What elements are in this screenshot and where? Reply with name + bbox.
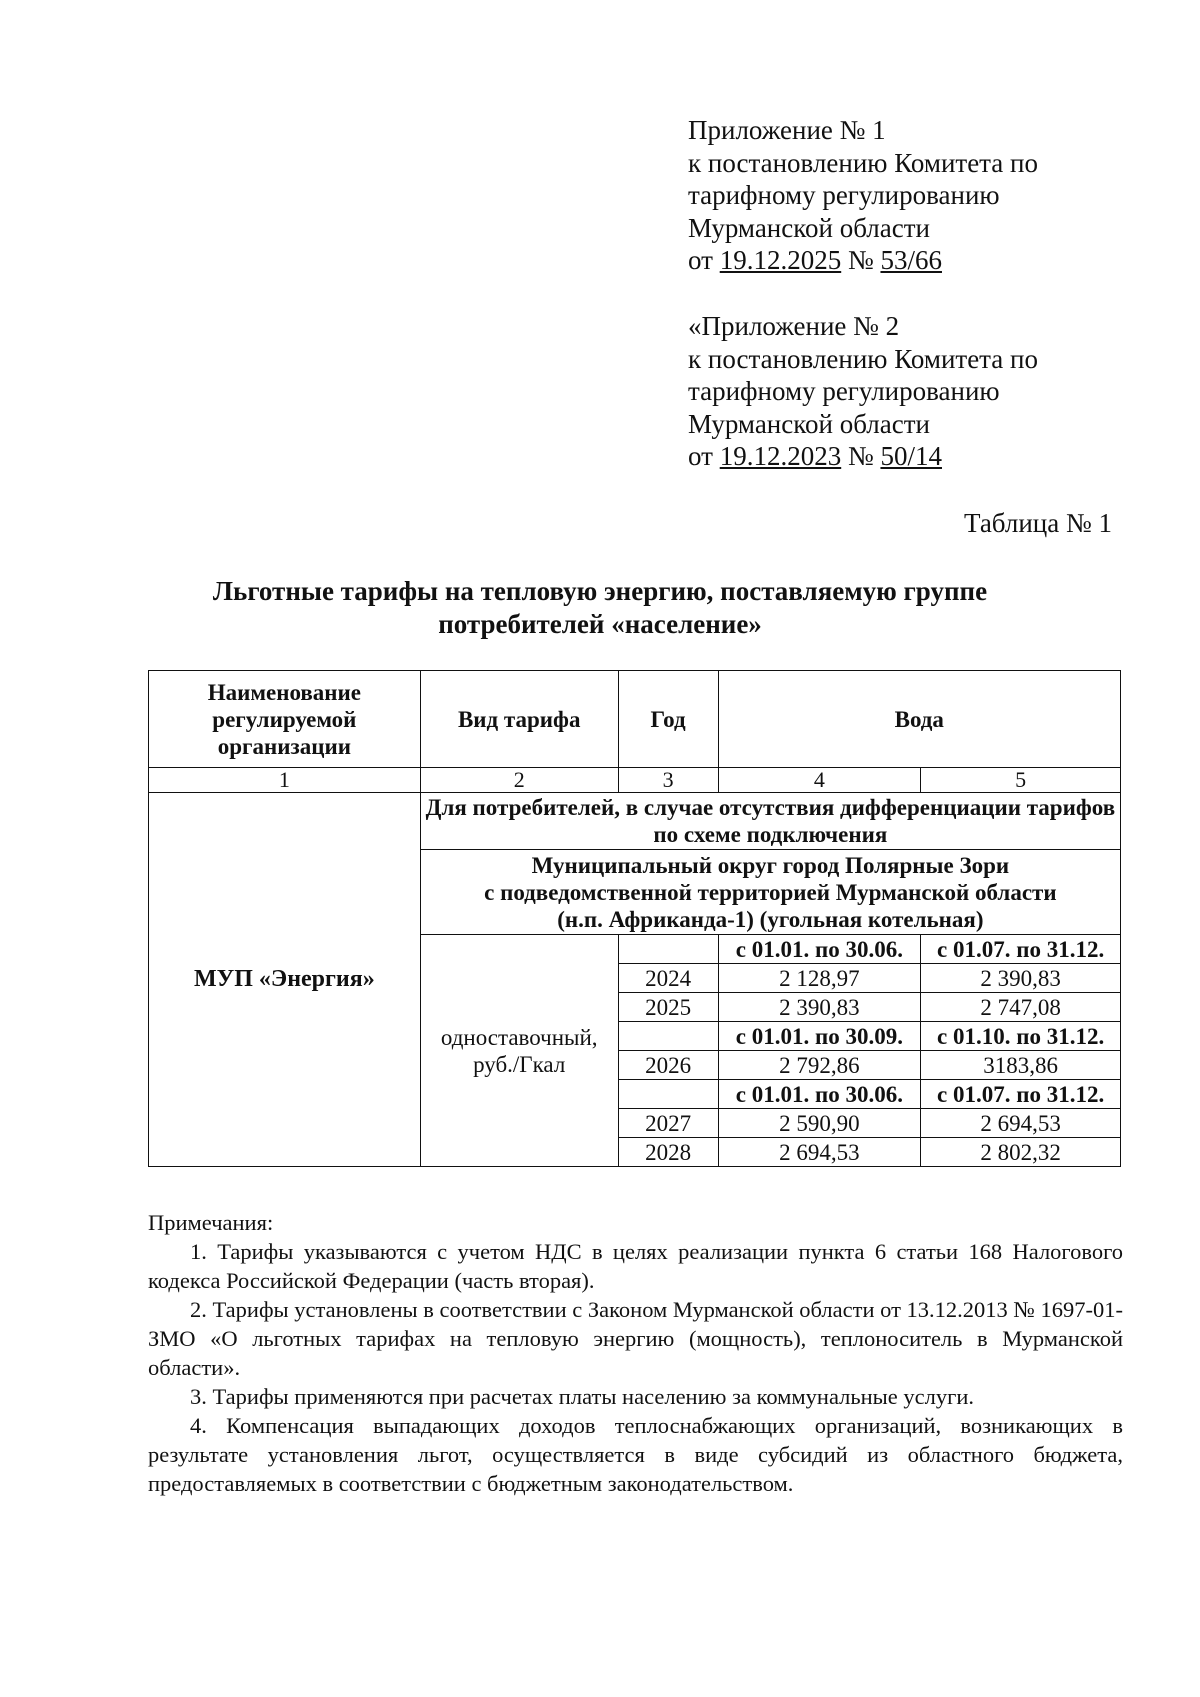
col-number: 1 (149, 768, 421, 793)
col-number: 5 (921, 768, 1121, 793)
row-value-second: 2 802,32 (921, 1138, 1121, 1167)
appendix-2-date-line (688, 440, 1038, 473)
appendix-2-title: «Приложение № 2 (688, 311, 900, 341)
appendix-2-number: 50/14 (880, 441, 942, 471)
notes-heading: Примечания: (148, 1210, 274, 1235)
number-prefix: № (841, 441, 881, 471)
tariff-kind (420, 935, 618, 1167)
period-first: с 01.01. по 30.06. (718, 935, 921, 964)
appendix-1-title: Приложение № 1 (688, 115, 886, 145)
period-second: с 01.10. по 31.12. (921, 1022, 1121, 1051)
appendix-1-block (688, 114, 1038, 277)
col-number: 3 (618, 768, 718, 793)
appendix-1-line3: тарифному регулированию (688, 180, 1000, 210)
column-number-row (149, 768, 1121, 793)
territory-line-1: Муниципальный округ город Полярные Зори (531, 852, 1010, 878)
appendix-2-date: 19.12.2023 (719, 441, 842, 471)
appendix-1-date: 19.12.2025 (719, 245, 842, 275)
appendix-1-number: 53/66 (880, 245, 942, 275)
note-item: 3. Тарифы применяются при расчетах платы населению за коммунальные услуги. (190, 1384, 974, 1409)
note-item: 2. Тарифы установлены в соответствии с Законом Мурманской области от 13.12.2013 № 1697-01-ЗМО «О льготных тарифах на тепловую энергию (мощность), теплоноситель в Мурманской области». (148, 1297, 1123, 1380)
appendix-2-line3: тарифному регулированию (688, 376, 1000, 406)
row-value-first: 2 590,90 (718, 1109, 921, 1138)
period-first: с 01.01. по 30.06. (718, 1080, 921, 1109)
table-label: Таблица № 1 (964, 508, 1112, 538)
territory-line-3: (н.п. Африканда-1) (угольная котельная) (557, 906, 984, 932)
row-value-first: 2 390,83 (718, 993, 921, 1022)
table-header-row (149, 671, 1121, 768)
row-year: 2025 (618, 993, 718, 1022)
header-org: Наименование регулируемой организации (149, 671, 421, 768)
organization-name: МУП «Энергия» (149, 793, 421, 1167)
row-value-first: 2 128,97 (718, 964, 921, 993)
tariff-kind-line-1: одноставочный, (440, 1024, 598, 1050)
period-first: с 01.01. по 30.09. (718, 1022, 921, 1051)
empty-cell (618, 1080, 718, 1109)
row-value-second: 2 747,08 (921, 993, 1121, 1022)
title-line-1: Льготные тарифы на тепловую энергию, поставляемую группе (212, 576, 988, 606)
row-value-second: 2 390,83 (921, 964, 1121, 993)
row-value-second: 2 694,53 (921, 1109, 1121, 1138)
document-title (150, 575, 1050, 641)
appendix-2-line4: Мурманской области (688, 408, 930, 439)
col-number: 4 (718, 768, 921, 793)
title-line-2: потребителей «население» (438, 609, 762, 639)
header-year: Год (618, 671, 718, 768)
row-value-first: 2 694,53 (718, 1138, 921, 1167)
tariff-table (148, 670, 1121, 1167)
appendix-2-line2: к постановлению Комитета по (688, 343, 1038, 374)
notes-section (148, 1208, 1123, 1498)
period-second: с 01.07. по 31.12. (921, 935, 1121, 964)
row-year: 2024 (618, 964, 718, 993)
group-consumers-label: Для потребителей, в случае отсутствия дифференциации тарифов по схеме подключения (420, 793, 1120, 850)
appendix-1-line2: к постановлению Комитета по (688, 147, 1038, 178)
header-water: Вода (718, 671, 1120, 768)
appendix-1-line4: Мурманской области (688, 212, 930, 243)
col-number: 2 (420, 768, 618, 793)
row-year: 2026 (618, 1051, 718, 1080)
header-tariff-type: Вид тарифа (420, 671, 618, 768)
row-value-first: 2 792,86 (718, 1051, 921, 1080)
empty-cell (618, 1022, 718, 1051)
group-row-consumers (149, 793, 1121, 850)
note-item: 1. Тарифы указываются с учетом НДС в целях реализации пункта 6 статьи 168 Налогового кодекса Российской Федерации (часть вторая). (148, 1239, 1123, 1293)
group-territory-label (420, 850, 1120, 935)
row-year: 2028 (618, 1138, 718, 1167)
appendix-1-date-line (688, 244, 1038, 277)
row-year: 2027 (618, 1109, 718, 1138)
number-prefix: № (841, 245, 881, 275)
territory-line-2: с подведомственной территорией Мурманской области (484, 879, 1057, 905)
note-item: 4. Компенсация выпадающих доходов теплоснабжающих организаций, возникающих в результате установления льгот, осуществляется в виде субсидий из областного бюджета, предоставляемых в соответствии с бюджетным законодательством. (148, 1413, 1123, 1496)
appendix-2-block (688, 310, 1038, 473)
date-prefix: от (688, 245, 720, 275)
period-second: с 01.07. по 31.12. (921, 1080, 1121, 1109)
date-prefix: от (688, 441, 720, 471)
empty-cell (618, 935, 718, 964)
row-value-second: 3183,86 (921, 1051, 1121, 1080)
tariff-kind-line-2: руб./Гкал (473, 1051, 566, 1077)
